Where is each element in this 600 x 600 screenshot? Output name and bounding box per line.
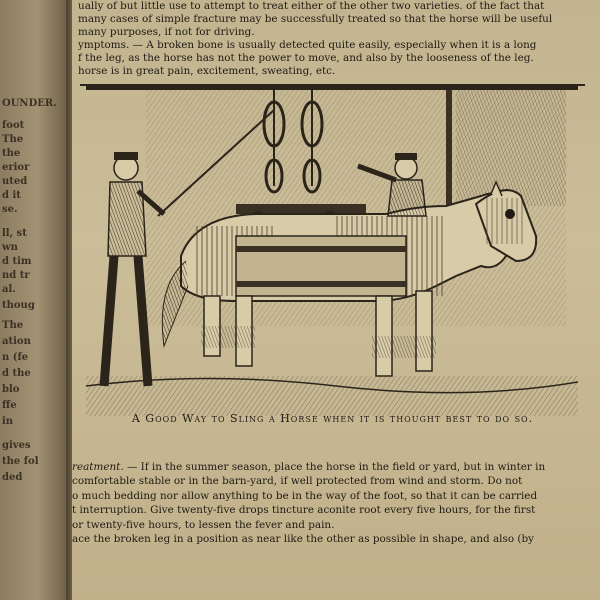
text-line: many purposes, if not for driving. (78, 26, 255, 38)
left-page-edge (0, 0, 68, 600)
text-line: t interruption. Give twenty-five drops tincture aconite root every five hours, for the first (72, 504, 536, 517)
left-page-fragment: The (2, 134, 24, 145)
text-line-body: — If in the summer season, place the horse in the field or yard, but in winter in (123, 461, 546, 473)
left-page-fragment: in (2, 416, 14, 427)
left-page-fragment: the fol (2, 456, 39, 467)
text-line: f the leg, as the horse has not the power to move, and also by the looseness of the leg. (78, 52, 534, 64)
left-page-fragment: uted (2, 176, 28, 187)
left-page-fragment: d the (2, 368, 31, 379)
left-page-fragment: d it (2, 190, 21, 201)
left-page-fragment: The (2, 320, 24, 331)
text-line (72, 460, 592, 474)
treatment-paragraph (72, 460, 592, 546)
text-line: o much bedding nor allow anything to be in the way of the foot, so that it can be carried (72, 489, 538, 502)
left-page-fragment: nd tr (2, 270, 30, 281)
text-line: ymptoms. — A broken bone is usually detected quite easily, especially when it is a long (78, 39, 537, 51)
left-page-fragment: ll, st (2, 228, 27, 239)
left-page-fragment: n (fe (2, 352, 29, 363)
text-line: many cases of simple fracture may be successfully treated so that the horse will be useful (78, 13, 553, 25)
book-page (72, 0, 600, 600)
top-paragraph (78, 0, 590, 78)
left-page-fragment: ded (2, 472, 23, 483)
illustration-caption: A Good Way to Sling a Horse when it is thought best to do so. (131, 412, 534, 425)
text-line: ace the broken leg in a position as near like the other as possible in shape, and also (by (72, 533, 534, 546)
horse-sling-engraving (86, 86, 578, 416)
left-page-fragment: ffe (2, 400, 17, 411)
text-line: comfortable stable or in the barn-yard, if well protected from wind and storm. Do not (72, 475, 523, 488)
text-line: or twenty-five hours, to lessen the fever and pain. (72, 518, 335, 531)
section-heading: reatment. (72, 461, 124, 473)
left-page-fragment: thoug (2, 300, 35, 311)
left-page-fragment: wn (2, 242, 18, 253)
left-page-fragment: ation (2, 336, 31, 347)
left-page-fragment: se. (2, 204, 18, 215)
text-line: horse is in great pain, excitement, sweating, etc. (78, 65, 336, 77)
left-page-fragment: gives (2, 440, 31, 451)
left-page-fragment: erior (2, 162, 30, 173)
left-page-fragment: d tim (2, 256, 32, 267)
left-page-fragment: the (2, 148, 21, 159)
text-line: ually of but little use to attempt to treat either of the other two varieties. of the fact that (78, 0, 545, 12)
left-page-fragment: foot (2, 120, 25, 131)
left-page-fragment: blo (2, 384, 20, 395)
left-page-fragment: al. (2, 284, 16, 295)
left-page-fragment: OUNDER. (2, 98, 57, 109)
